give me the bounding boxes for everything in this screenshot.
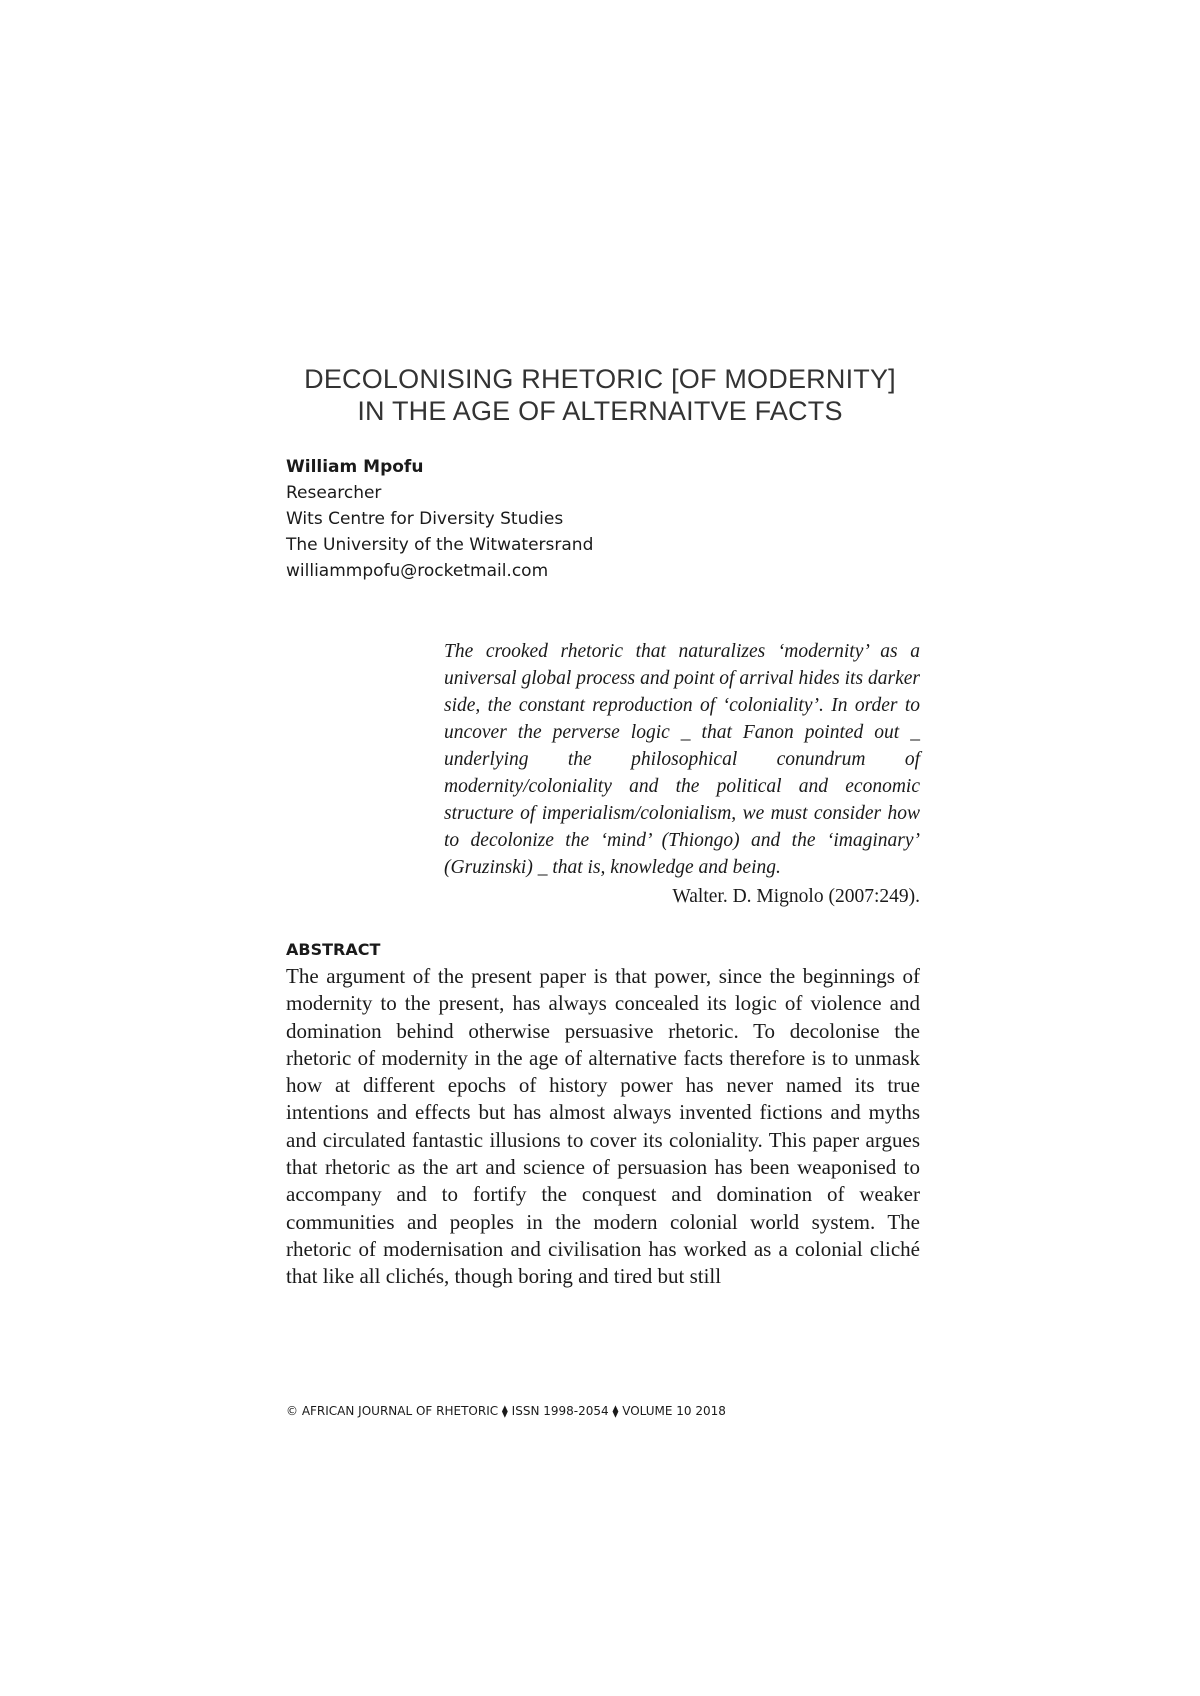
epigraph-attribution: Walter. D. Mignolo (2007:249). [672, 886, 920, 907]
abstract-heading: ABSTRACT [286, 940, 381, 959]
author-name: William Mpofu [286, 457, 424, 477]
author-email: williammpofu@rocketmail.com [286, 561, 549, 581]
abstract-body: The argument of the present paper is that power, since the beginnings of modernity to the present, has always concealed its logic of violence and domination behind otherwise persuasive rhetoric. To decolonise the rhetoric of modernity in the age of alternative facts therefore is to unmask how at different epochs of history power has never named its true intentions and effects but has almost always invented fictions and myths and circulated fantastic illusions to cover its coloniality. This paper argues that rhetoric as the art and science of persuasion has been weaponised to accompany and to fortify the conquest and domination of weaker communities and peoples in the modern colonial world system. The rhetoric of modernisation and civilisation has worked as a colonial cliché that like all clichés, though boring and tired but still [286, 964, 920, 1289]
paper-title-line-2: IN THE AGE OF ALTERNAITVE FACTS [357, 396, 843, 426]
paper-title-line-1: DECOLONISING RHETORIC [OF MODERNITY] [304, 364, 896, 394]
author-centre: Wits Centre for Diversity Studies [286, 509, 564, 529]
author-university: The University of the Witwatersrand [286, 535, 594, 555]
author-block [286, 454, 593, 584]
author-role: Researcher [286, 483, 382, 503]
epigraph-quote: The crooked rhetoric that naturalizes ‘modernity’ as a universal global process and point of arrival hides its darker side, the constant reproduction of ‘coloniality’. In order to uncover the perverse logic _ that Fanon pointed out _ underlying the philosophical conundrum of modernity/coloniality and the political and economic structure of imperialism/colonialism, we must consider how to decolonize the ‘mind’ (Thiongo) and the ‘imaginary’ (Gruzinski) _ that is, knowledge and being. [444, 641, 920, 878]
journal-footer: © AFRICAN JOURNAL OF RHETORIC ⧫ ISSN 1998-2054 ⧫ VOLUME 10 2018 [286, 1404, 726, 1418]
